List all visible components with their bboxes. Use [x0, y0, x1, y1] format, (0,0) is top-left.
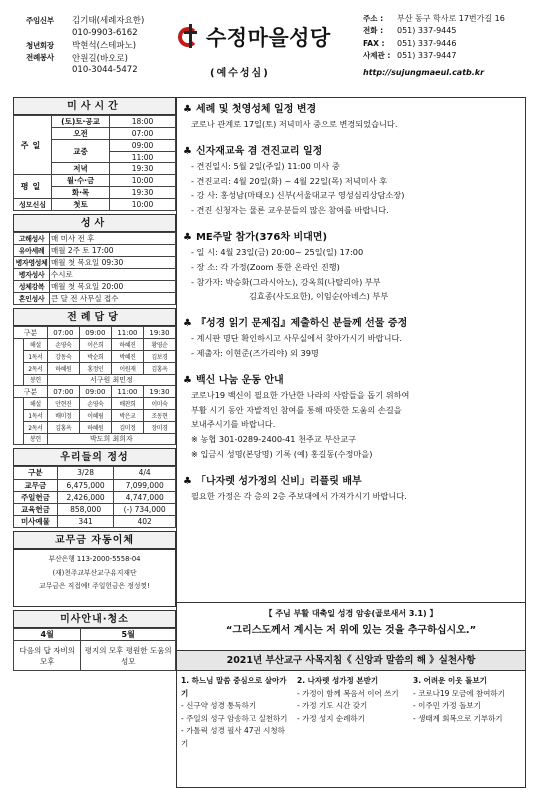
- table-row: 교육헌금 858,000 (-) 734,000: [14, 503, 176, 515]
- table-row: 2독서 하혜원 홍정인 이원재 김홍옥: [14, 362, 176, 374]
- table-row: 주일헌금 2,426,000 4,747,000: [14, 491, 176, 503]
- club-icon: ♣: [183, 231, 192, 243]
- church-logo: [178, 22, 331, 52]
- announcement-line: 필요한 가정은 각 층의 2층 주보대에서 가져가시기 바랍니다.: [191, 490, 407, 501]
- offering-title: 우리들의 정성: [13, 448, 176, 466]
- bulletin-subtitle: (예수성심): [210, 68, 270, 79]
- table-row: 봉헌 서구원 최민정: [14, 374, 176, 386]
- pastoral-column: 2. 나자렛 성가정 본받기 - 가정이 함께 복음서 이어 쓰기 - 가정 기도 시간 갖기 - 가정 성지 순례하기: [297, 676, 399, 723]
- announcement-line: - 견진교리: 4월 20일(화) ~ 4월 22일(목) 저녁미사 후: [191, 175, 388, 186]
- table-row: 성체강복 매월 첫 목요일 20:00: [14, 281, 176, 293]
- table-row: 평일 월·수·금 10:00: [14, 175, 176, 187]
- staff-info: [26, 14, 176, 77]
- account-box: [13, 549, 176, 607]
- table-row: 유아세례 매월 2주 토 17:00: [14, 245, 176, 257]
- club-icon: ♣: [183, 104, 192, 115]
- announcement-line: ※ 입금시 성명(본당명) 기록 (예) 홍길동(수정마을): [191, 448, 373, 459]
- account-note: 교무금은 직접예! 주일헌금은 정성껏!: [39, 582, 150, 591]
- sacrament-table: [13, 232, 176, 305]
- announcement-line: 코로나19 백신이 필요한 가난한 나라의 사람들을 돕기 위하여: [191, 389, 410, 400]
- pastoral-column: 3. 어려운 이웃 돌보기 - 코로나19 모금에 참여하기 - 이주민 가정 돌보기 - 생태계 회복으로 기부하기: [413, 676, 505, 723]
- contact-row: 사제관 : 051) 337-9447: [363, 51, 457, 61]
- announcement-line: - 일 시: 4월 23일(금) 20:00~ 25일(일) 17:00: [191, 246, 364, 257]
- table-row: 구분 3/28 4/4: [14, 467, 176, 479]
- offering-table: [13, 466, 176, 528]
- verse-quote: “그리스도께서 계시는 저 위에 있는 것을 추구하십시오.”: [225, 625, 477, 636]
- announcement-line: - 견진일시: 5월 2일(주일) 11:00 미사 중: [191, 160, 340, 171]
- staff-row: 전례봉사 안원길(바오로): [26, 53, 128, 64]
- table-row: 1독서 강동숙 박순희 박혜진 김보경: [14, 350, 176, 362]
- staff-row: 주임신부 김기태(세례자요한): [26, 15, 145, 27]
- announcement-line: - 제출자: 이현준(즈가리야) 외 39명: [191, 347, 319, 358]
- table-row: 다음의 답 자비의 모후 평지의 모후 평원한 도움의 성모: [14, 641, 176, 671]
- table-row: 교무금 6,475,000 7,099,000: [14, 479, 176, 491]
- cross-logo-icon: [178, 24, 202, 50]
- cleaning-title: 미사안내·청소: [13, 610, 176, 628]
- announcement-item: [183, 316, 519, 361]
- table-row: 혼인성사 큰 달 전 사무실 접수: [14, 293, 176, 305]
- contact-row: 주소 : 부산 동구 학사로 17번가길 16: [363, 13, 505, 23]
- church-name: 수정마을성당: [206, 26, 331, 50]
- announcement-line: 보내주시기를 바랍니다.: [191, 419, 276, 430]
- pastoral-guidelines: [176, 651, 526, 788]
- announcement-title: ME주말 참가(376차 비대면): [195, 231, 328, 243]
- announcement-line: 김효종(사도요한), 이임순(아녜스) 부부: [249, 291, 389, 302]
- announcement-title: 『성경 읽기 문제집』제출하신 분들께 선물 증정: [195, 318, 408, 330]
- announcement-item: [183, 373, 519, 462]
- table-row: 주일 (토)토·공교 18:00: [14, 116, 176, 128]
- announcement-line: - 견진 신청자는 물론 교우분들의 많은 참여를 바랍니다.: [191, 205, 389, 216]
- table-row: 화·목 19:30: [14, 187, 176, 199]
- pastoral-column: 1. 하느님 말씀 중심으로 살아가기 - 신구약 성경 통독하기 - 주일의 성구 암송하고 실천하기 - 가톨릭 성경 필사 47권 시청하기: [181, 676, 288, 748]
- cleaning-table: [13, 628, 176, 671]
- account-number: 부산은행 113-2000-5558-04: [48, 555, 141, 564]
- mass-times-title: 미사시간: [13, 97, 176, 115]
- table-row: 2독서 김홍옥 하혜원 김미정 장미경: [14, 421, 176, 433]
- pastoral-title: 2021년 부산교구 사목지침《 신앙과 말씀의 해 》실천사항: [177, 651, 525, 671]
- announcement-title: 백신 나눔 운동 안내: [195, 374, 284, 386]
- table-row: 4월 5월: [14, 629, 176, 641]
- staff-row: 010-3044-5472: [72, 65, 138, 76]
- scripture-verse: [176, 603, 526, 651]
- table-row: 구분 07:00 09:00 11:00 19:30: [14, 386, 176, 398]
- announcement-item: [183, 102, 519, 132]
- table-row: 1독서 배미정 이혜림 박은교 조동현: [14, 409, 176, 421]
- left-sidebar: [13, 97, 176, 671]
- table-row: 미사예물 341 402: [14, 516, 176, 528]
- table-row: 봉헌 박도희 최희자: [14, 433, 176, 445]
- table-row: 교중 09:00: [14, 140, 176, 152]
- table-row: 오전 07:00: [14, 128, 176, 140]
- account-holder: (재)천주교부산교구유지재단: [52, 568, 137, 577]
- announcement-line: - 강 사: 홍성남(마태오) 신부(서울대교구 영성심리상담소장): [191, 190, 405, 201]
- table-row: 해설 손영숙 이은희 하혜진 황영순: [14, 339, 176, 351]
- staff-row: 청년회장 박현석(스테파노): [26, 40, 137, 52]
- table-row: 고해성사 매 미사 전 후: [14, 233, 176, 245]
- announcements: [176, 97, 526, 603]
- announcement-line: - 참가자: 박승화(그라시아노), 강옥희(나탈리아) 부부: [191, 276, 381, 287]
- announcement-title: 세례 및 첫영성체 일정 변경: [195, 104, 317, 115]
- announcement-line: - 계시판 명단 확인하시고 사무실에서 찾아가시기 바랍니다.: [191, 333, 402, 344]
- club-icon: ♣: [183, 145, 192, 157]
- announcement-line: ※ 농협 301-0289-2400-41 천주교 부산교구: [191, 434, 357, 445]
- staff-row: 010-9903-6162: [72, 27, 138, 38]
- announcement-title: 「나자렛 성가정의 신비」리플릿 배부: [195, 475, 362, 487]
- main-content: [176, 97, 526, 788]
- announcement-item: [183, 144, 519, 218]
- liturgy-duty-table: [13, 326, 176, 445]
- announcement-line: - 장 소: 각 가정(Zoom 통한 온라인 진행): [191, 261, 340, 272]
- announcement-title: 신자재교육 겸 견진교리 일정: [195, 145, 323, 157]
- contact-row: FAX : 051) 337-9446: [363, 38, 457, 48]
- announcement-item: [183, 230, 519, 304]
- liturgy-duty-title: 전례담당: [13, 308, 176, 326]
- club-icon: ♣: [183, 374, 192, 386]
- website-link[interactable]: http://sujungmaeul.catb.kr: [363, 68, 485, 77]
- table-row: 병자영성체 매월 첫 목요일 09:30: [14, 257, 176, 269]
- mass-times-table: [13, 115, 176, 211]
- table-row: 11:00: [14, 151, 176, 163]
- account-title: 교무금 자동이체: [13, 531, 176, 549]
- contact-info: [363, 12, 528, 77]
- club-icon: ♣: [183, 475, 192, 487]
- table-row: 저녁 19:30: [14, 163, 176, 175]
- announcement-line: 부활 시기 동안 자발적인 참여를 통해 따뜻한 도움의 손길을: [191, 404, 402, 415]
- bulletin-header: [0, 0, 533, 96]
- contact-row: 전화 : 051) 337-9445: [363, 26, 457, 36]
- club-icon: ♣: [183, 318, 192, 330]
- announcement-line: 코로나 관계로 17일(토) 저녁미사 중으로 변경되었습니다.: [191, 119, 398, 129]
- verse-label: 【 주님 부활 대축일 성경 암송(골로새서 3.1) 】: [264, 609, 438, 618]
- table-row: 병자성사 수시로: [14, 269, 176, 281]
- table-row: 성모신심 첫토 10:00: [14, 199, 176, 211]
- sacrament-title: 성사: [13, 214, 176, 232]
- announcement-item: [183, 474, 519, 504]
- table-row: 해설 안현진 손영숙 배찬희 이미숙: [14, 398, 176, 410]
- table-row: 구분 07:00 09:00 11:00 19:30: [14, 327, 176, 339]
